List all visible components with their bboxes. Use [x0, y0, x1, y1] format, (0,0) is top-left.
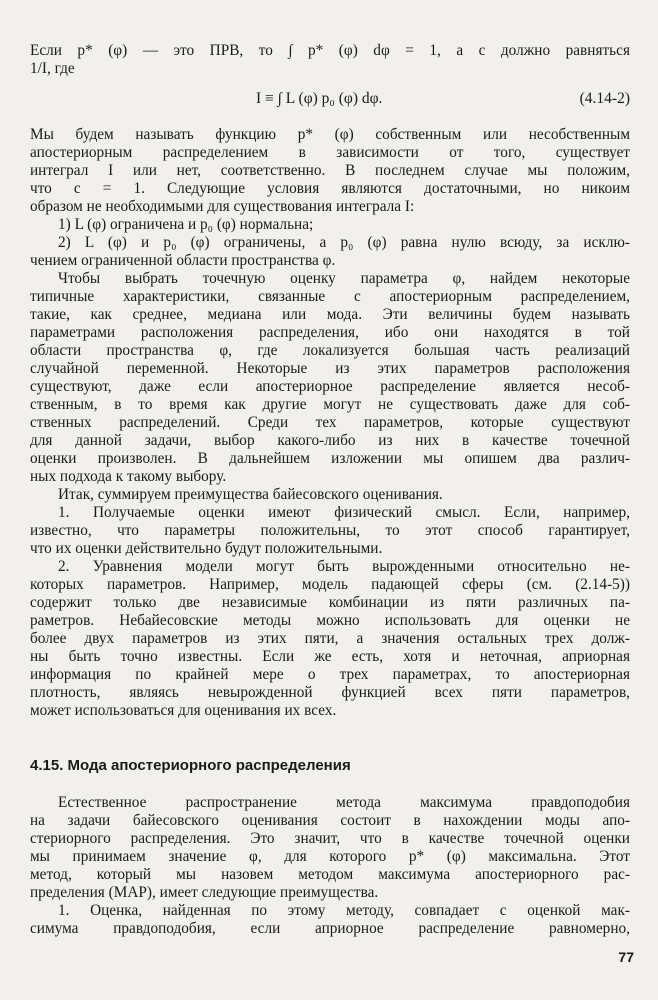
text-line: метод, который мы назовем методом максимума апостериорного рас- [30, 866, 630, 883]
text-line: стериорного распределения. Это значит, что в качестве точечной оценки [30, 830, 630, 847]
text-line: 1. Получаемые оценки имеют физический смысл. Если, например, [58, 504, 630, 521]
text-line: ны быть точно известны. Если же есть, хотя и неточная, априорная [30, 648, 630, 665]
text-line: что их оценки действительно будут положительными. [30, 540, 383, 557]
text-line: Мы будем называть функцию p* (φ) собственным или несобственным [30, 126, 630, 143]
text-line: образом не необходимыми для существования интеграла I: [30, 198, 415, 215]
text-line: Чтобы выбрать точечную оценку параметра φ, найдем некоторые [58, 270, 630, 287]
text-line: информация по крайней мере о трех параметрах, то апостериорная [30, 666, 630, 683]
equation-expression: I ≡ ∫ L (φ) p₀ (φ) dφ. [256, 90, 383, 107]
text-line: может использоваться для оценивания их всех. [30, 702, 337, 719]
text-line: 2. Уравнения модели могут быть вырожденными относительно не- [58, 558, 630, 575]
text-line: для данной задачи, выбор какого-либо из них в качестве точечной [30, 432, 630, 449]
text-line: параметрами расположения распределения, ибо они находятся в той [30, 324, 630, 341]
text-line: более двух параметров из этих пяти, а значения остальных трех долж- [30, 630, 630, 647]
text-line: 1) L (φ) ограничена и p₀ (φ) нормальна; [58, 216, 314, 233]
text-line: содержит только две независимые комбинации из пяти различных па- [30, 594, 630, 611]
text-line: интеграл I или нет, соответственно. В последнем случае мы положим, [30, 162, 630, 179]
equation-number: (4.14-2) [579, 90, 630, 107]
page-number: 77 [618, 949, 634, 965]
text-line: мы принимаем значение φ, для которого p* (φ) максимальна. Этот [30, 848, 630, 865]
text-line: существуют, даже если апостериорное распределение является несоб- [30, 378, 630, 395]
text-line: ственных распределений. Среди тех параметров, которые существуют [30, 414, 630, 431]
text-line: оценки произволен. В дальнейшем изложении мы опишем два различ- [30, 450, 630, 467]
equation-4-14-2 [30, 89, 630, 109]
text-line: ных подхода к такому выбору. [30, 468, 227, 485]
text-line: 1. Оценка, найденная по этому методу, совпадает с оценкой мак- [58, 902, 630, 919]
text-line: типичные характеристики, связанные с апостериорным распределением, [30, 288, 630, 305]
text-line: на задачи байесовского оценивания состоит в нахождении моды апо- [30, 812, 630, 829]
text-line: Если p* (φ) — это ПРВ, то ∫ p* (φ) dφ = 1, а c должно равняться [30, 42, 630, 59]
text-line: области пространства φ, где локализуется большая часть реализаций [30, 342, 630, 359]
text-line: 2) L (φ) и p₀ (φ) ограничены, а p₀ (φ) равна нулю всюду, за исклю- [58, 234, 630, 251]
text-line: плотность, являясь невырожденной функцией всех пяти параметров, [30, 684, 630, 701]
text-line: симума правдоподобия, если априорное распределение равномерно, [30, 920, 630, 937]
text-line: апостериорным распределением в зависимости от того, существует [30, 144, 630, 161]
text-line: ственным, в то время как другие могут не существовать даже для соб- [30, 396, 630, 413]
text-line: такие, как среднее, медиана или мода. Эти величины будем называть [30, 306, 630, 323]
section-heading: 4.15. Мода апостериорного распределения [30, 757, 351, 774]
text-line: чением ограниченной области пространства φ. [30, 252, 336, 269]
text-line: раметров. Небайесовские методы можно использовать для оценки не [30, 612, 630, 629]
text-line: Естественное распространение метода максимума правдоподобия [58, 794, 630, 811]
text-line: 1/I, где [30, 60, 75, 77]
text-line: пределения (MAP), имеет следующие преимущества. [30, 884, 379, 901]
text-line: Итак, суммируем преимущества байесовского оценивания. [58, 486, 443, 503]
text-line: случайной переменной. Некоторые из этих параметров расположения [30, 360, 630, 377]
text-line: что c = 1. Следующие условия являются достаточными, но никоим [30, 180, 630, 197]
text-line: известно, что параметры положительны, то этот способ гарантирует, [30, 522, 630, 539]
text-line: которых параметров. Например, модель падающей сферы (см. (2.14-5)) [30, 576, 630, 593]
